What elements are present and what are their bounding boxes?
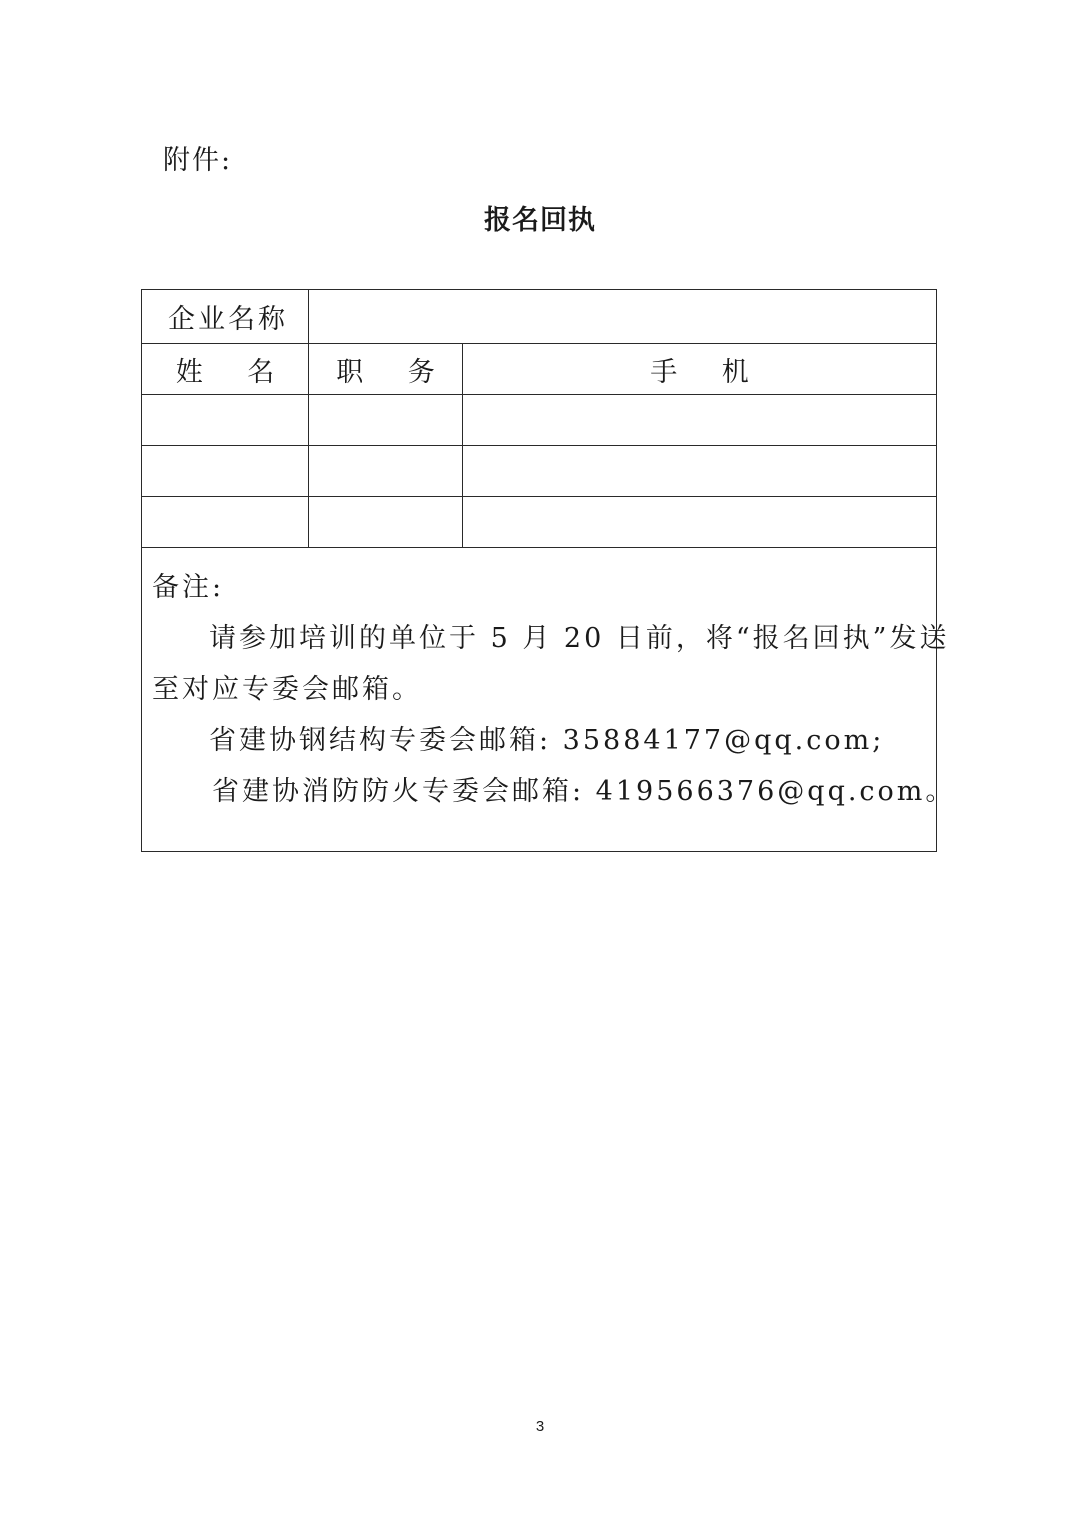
mobile-cell[interactable] [463, 446, 937, 497]
registration-form-table [141, 289, 956, 852]
company-name-field[interactable] [309, 290, 937, 344]
header-row [142, 344, 937, 395]
header-name-label: 姓 名 [175, 356, 293, 388]
header-mobile-label: 手 机 [650, 356, 767, 388]
position-cell[interactable] [309, 446, 463, 497]
company-row [142, 290, 937, 344]
notes-cell [142, 548, 956, 852]
notes-line-1: 请参加培训的单位于 5 月 20 日前，将“报名回执”发送 [209, 623, 950, 654]
header-position [309, 344, 463, 395]
position-cell[interactable] [309, 497, 463, 548]
notes-content [142, 548, 956, 817]
mobile-cell[interactable] [463, 395, 937, 446]
position-cell[interactable] [309, 395, 463, 446]
table-row [142, 497, 937, 548]
name-cell[interactable] [142, 446, 309, 497]
page-number: 3 [535, 1418, 545, 1435]
mobile-cell[interactable] [463, 497, 937, 548]
header-name [142, 344, 309, 395]
company-name-label: 企业名称 [142, 290, 309, 344]
document-title: 报名回执 [484, 205, 596, 236]
name-cell[interactable] [142, 497, 309, 548]
table-row [142, 446, 937, 497]
attachment-label: 附件: [163, 145, 233, 176]
table-row [142, 395, 937, 446]
notes-line-3: 省建协钢结构专委会邮箱: 35884177@qq.com; [209, 725, 885, 756]
header-mobile [463, 344, 937, 395]
header-position-label: 职 务 [336, 356, 453, 388]
notes-label: 备注: [152, 572, 225, 603]
notes-line-2: 至对应专委会邮箱。 [152, 674, 422, 705]
name-cell[interactable] [142, 395, 309, 446]
notes-line-4: 省建协消防防火专委会邮箱: 419566376@qq.com。 [212, 776, 956, 807]
notes-row [142, 548, 937, 852]
